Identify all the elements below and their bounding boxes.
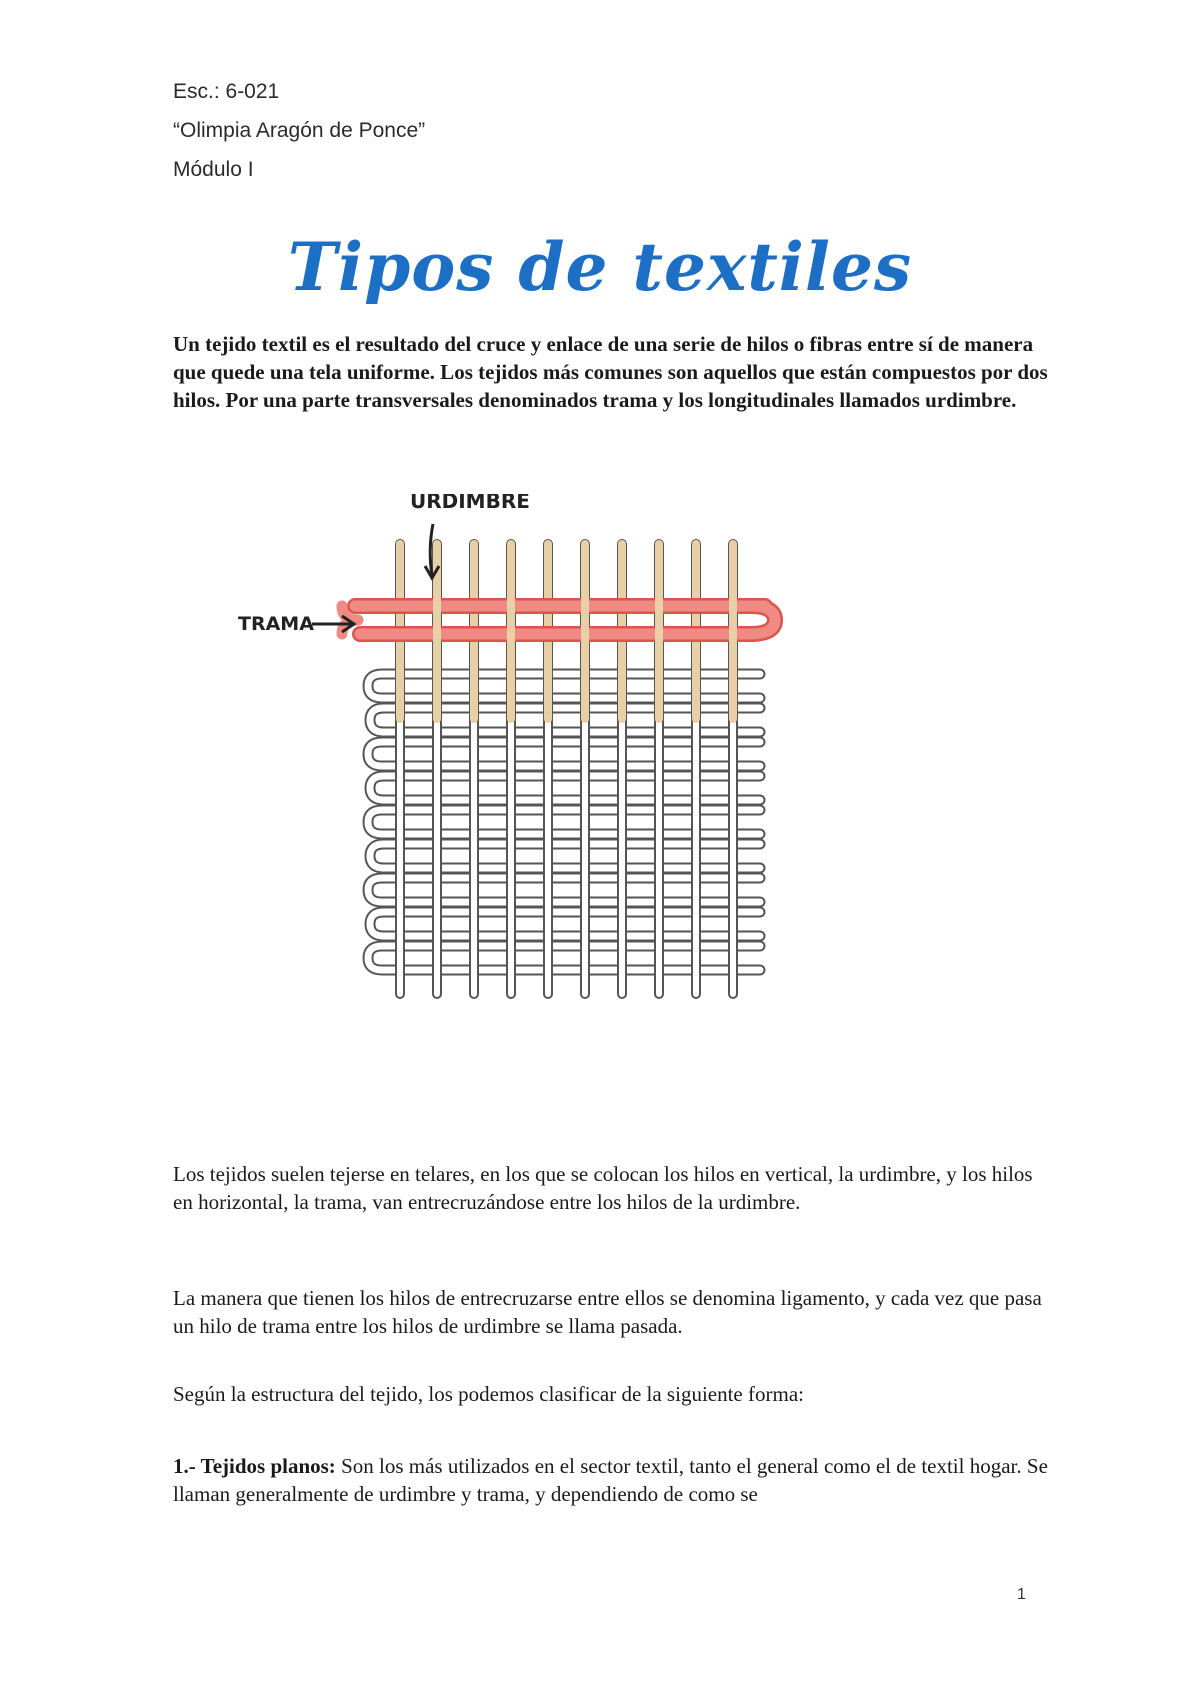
weave-diagram <box>230 494 850 1094</box>
weft-loop <box>370 912 760 936</box>
header-module: Módulo I <box>173 158 254 181</box>
intro-paragraph: Un tejido textil es el resultado del cruce y enlace de una serie de hilos o fibras entre sí de manera que quede una tela uniforme. Los tejidos más comunes son aquellos que están compuestos por dos hilos. Por una parte transversales denominados trama y los longitudinales llamados urdimbre. <box>173 332 1048 412</box>
header-school-name: “Olimpia Aragón de Ponce” <box>173 119 426 142</box>
weft-loop <box>368 742 760 766</box>
arrow-icon <box>312 616 354 632</box>
list-item-tejidos-planos <box>173 1452 1053 1508</box>
list-item-label: 1.- Tejidos planos: <box>173 1454 336 1478</box>
header-school: Esc.: 6-021 <box>173 80 280 103</box>
weft-loop <box>368 946 760 970</box>
label-trama: TRAMA <box>238 613 314 635</box>
weft-loop <box>370 844 760 868</box>
paragraph-clasificacion: Según la estructura del tejido, los podemos clasificar de la siguiente forma: <box>173 1382 804 1406</box>
weave-illustration <box>230 494 850 1094</box>
weft-loop <box>368 878 760 902</box>
page-number: 1 <box>1017 1586 1026 1603</box>
weft-loop <box>370 776 760 800</box>
weft-threads-fabric <box>368 674 760 970</box>
weft-loop <box>370 708 760 732</box>
active-weft-thread <box>342 592 775 648</box>
list-item-text: Son los más utilizados en el sector textil, tanto el general como el de textil hogar. Se llaman generalmente de urdimbre y trama, y dependiendo de como se <box>173 1454 1048 1506</box>
weft-loop <box>368 674 760 698</box>
label-urdimbre: URDIMBRE <box>410 494 530 513</box>
page-title: Tipos de textiles <box>287 228 913 306</box>
paragraph-telares: Los tejidos suelen tejerse en telares, en los que se colocan los hilos en vertical, la urdimbre, y los hilos en horizontal, la trama, van entrecruzándose entre los hilos de la urdimbre. <box>173 1162 1033 1214</box>
weft-loop <box>368 810 760 834</box>
paragraph-ligamento: La manera que tienen los hilos de entrecruzarse entre ellos se denomina ligamento, y cada vez que pasa un hilo de trama entre los hilos de urdimbre se llama pasada. <box>173 1286 1042 1338</box>
active-weft-fill <box>355 606 775 634</box>
